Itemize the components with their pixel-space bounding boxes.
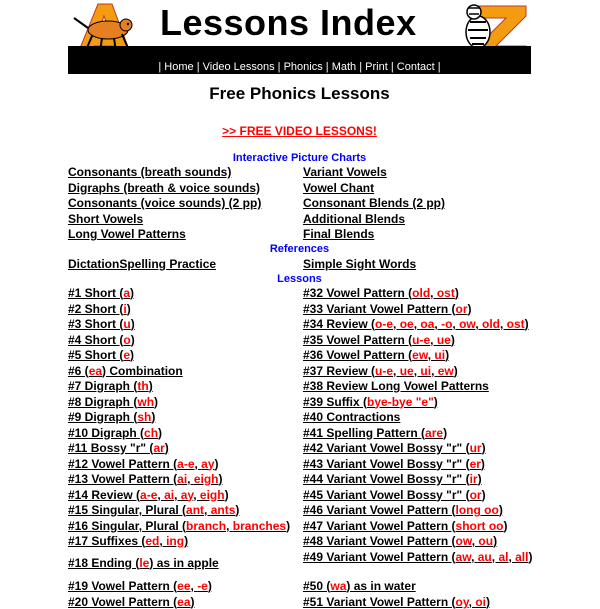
lesson-link[interactable]: #13 Vowel Pattern (ai, eigh) bbox=[68, 472, 223, 486]
references-heading: References bbox=[269, 243, 330, 255]
lesson-link[interactable]: #51 Variant Vowel Pattern (oy, oi) bbox=[303, 595, 490, 609]
lesson-link[interactable]: #1 Short (a) bbox=[68, 286, 135, 300]
lesson-link[interactable]: #46 Variant Vowel Pattern (long oo) bbox=[303, 503, 503, 517]
lesson-link[interactable]: #50 (wa) as in water bbox=[303, 579, 416, 593]
nav-link-video-lessons[interactable]: Video Lessons bbox=[202, 61, 275, 73]
lessons-heading: Lessons bbox=[277, 273, 322, 285]
lesson-link[interactable]: #43 Variant Vowel Bossy "r" (er) bbox=[303, 456, 485, 471]
free-video-lessons-link[interactable]: >> FREE VIDEO LESSONS! bbox=[222, 124, 377, 138]
lesson-link[interactable]: #37 Review (u-e, ue, ui, ew) bbox=[303, 363, 458, 378]
lesson-link[interactable]: #47 Variant Vowel Pattern (short oo) bbox=[303, 518, 508, 533]
chart-link-right[interactable]: Final Blends bbox=[303, 227, 375, 241]
page-title: Free Phonics Lessons bbox=[209, 84, 390, 103]
chart-link-left[interactable]: Short Vowels bbox=[68, 211, 144, 226]
lesson-link[interactable]: #14 Review (a-e, ai, ay, eigh) bbox=[68, 487, 229, 502]
lesson-link[interactable]: #4 Short (o) bbox=[68, 332, 135, 347]
lesson-link[interactable]: #38 Review Long Vowel Patterns bbox=[303, 379, 489, 393]
lesson-link[interactable]: #36 Vowel Pattern (ew, ui) bbox=[303, 348, 450, 362]
lesson-link[interactable]: #15 Singular, Plural (ant, ants) bbox=[68, 503, 240, 517]
nav-menu: | Home | Video Lessons | Phonics | Math | Print | Contact | bbox=[158, 61, 441, 73]
chart-link-right[interactable]: Variant Vowels bbox=[303, 165, 387, 179]
lesson-link[interactable]: #5 Short (e) bbox=[68, 348, 135, 362]
lesson-link[interactable]: #2 Short (i) bbox=[68, 301, 131, 316]
lesson-link[interactable]: #16 Singular, Plural (branch, branches) bbox=[68, 518, 291, 533]
lesson-link[interactable]: #45 Variant Vowel Bossy "r" (or) bbox=[303, 487, 486, 502]
lesson-link[interactable]: #18 Ending (le) as in apple bbox=[68, 556, 219, 570]
chart-link-left[interactable]: Consonants (breath sounds) bbox=[68, 165, 232, 179]
nav-link-contact[interactable]: Contact bbox=[396, 61, 435, 73]
chart-link-right[interactable]: Additional Blends bbox=[303, 211, 405, 226]
chart-link-left[interactable]: Consonants (voice sounds) (2 pp) bbox=[68, 196, 262, 210]
lesson-link[interactable]: #3 Short (u) bbox=[68, 317, 135, 331]
reference-link-right[interactable]: Simple Sight Words bbox=[303, 257, 417, 271]
lesson-link[interactable]: #39 Suffix (bye-bye "e") bbox=[303, 394, 438, 409]
nav-link-math[interactable]: Math bbox=[331, 61, 357, 73]
lesson-link[interactable]: #32 Vowel Pattern (old, ost) bbox=[303, 286, 459, 300]
lesson-link[interactable]: #11 Bossy "r" (ar) bbox=[68, 441, 169, 455]
lesson-link[interactable]: #17 Suffixes (ed, ing) bbox=[68, 534, 189, 548]
lesson-link[interactable]: #34 Review (o-e, oe, oa, -o, ow, old, ost) bbox=[303, 317, 529, 331]
reference-link-left[interactable]: DictationSpelling Practice bbox=[68, 257, 217, 271]
chart-link-left[interactable]: Long Vowel Patterns bbox=[68, 227, 186, 241]
lesson-link[interactable]: #8 Digraph (wh) bbox=[68, 394, 159, 409]
free-video-lessons-link-container bbox=[68, 124, 531, 138]
lesson-link[interactable]: #41 Spelling Pattern (are) bbox=[303, 425, 448, 440]
nav-link-phonics[interactable]: Phonics bbox=[283, 61, 323, 73]
lesson-link[interactable]: #10 Digraph (ch) bbox=[68, 425, 163, 440]
site-title: Lessons Index bbox=[160, 2, 417, 43]
chart-link-right[interactable]: Consonant Blends (2 pp) bbox=[303, 196, 445, 210]
interactive-charts-heading: Interactive Picture Charts bbox=[232, 152, 367, 164]
lesson-link[interactable]: #42 Variant Vowel Bossy "r" (ur) bbox=[303, 441, 486, 455]
lesson-link[interactable]: #40 Contractions bbox=[303, 410, 401, 424]
lesson-link[interactable]: #48 Variant Vowel Pattern (ow, ou) bbox=[303, 534, 498, 548]
lesson-link[interactable]: #35 Vowel Pattern (u-e, ue) bbox=[303, 332, 455, 347]
chart-link-left[interactable]: Digraphs (breath & voice sounds) bbox=[68, 180, 261, 195]
lesson-link[interactable]: #49 Variant Vowel Pattern (aw, au, al, all) bbox=[303, 549, 533, 564]
lesson-link[interactable]: #6 (ea) Combination bbox=[68, 363, 183, 378]
lesson-link[interactable]: #7 Digraph (th) bbox=[68, 379, 153, 393]
lesson-link[interactable]: #12 Vowel Pattern (a-e, ay) bbox=[68, 456, 219, 471]
lesson-link[interactable]: #9 Digraph (sh) bbox=[68, 410, 156, 424]
lesson-link[interactable]: #44 Variant Vowel Bossy "r" (ir) bbox=[303, 472, 482, 486]
lesson-link[interactable]: #19 Vowel Pattern (ee, -e) bbox=[68, 579, 212, 593]
nav-link-home[interactable]: Home bbox=[164, 61, 194, 73]
chart-link-right[interactable]: Vowel Chant bbox=[303, 180, 375, 195]
banner bbox=[68, 0, 531, 46]
lesson-link[interactable]: #20 Vowel Pattern (ea) bbox=[68, 595, 195, 609]
lesson-link[interactable]: #33 Variant Vowel Pattern (or) bbox=[303, 301, 472, 316]
nav-link-print[interactable]: Print bbox=[365, 61, 388, 73]
